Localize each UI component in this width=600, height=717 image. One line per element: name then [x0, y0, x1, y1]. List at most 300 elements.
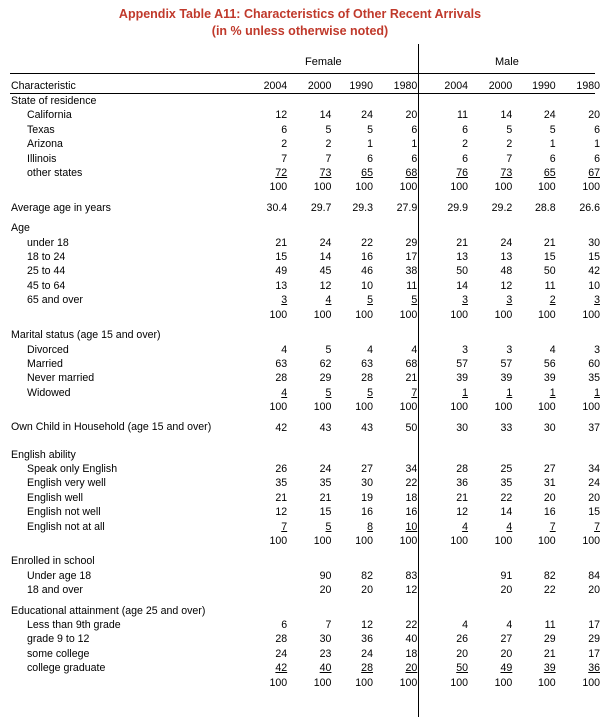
cell-value: 100: [355, 401, 373, 414]
value-cell: [373, 123, 417, 137]
cell-value: 82: [543, 569, 556, 582]
header-year: 1990: [532, 80, 556, 93]
cell-value: 10: [361, 279, 373, 292]
value-cell: [373, 661, 417, 675]
value-cell: [417, 462, 468, 476]
value-cell: [468, 264, 512, 278]
cell-value: 90: [319, 569, 332, 582]
value-cell: [512, 152, 555, 166]
section-row: [11, 554, 600, 568]
cell-value: 26.6: [579, 201, 600, 214]
cell-value: 29.7: [310, 201, 332, 214]
value-cell: [248, 462, 287, 476]
value-cell: [373, 604, 417, 618]
value-cell: [468, 661, 512, 675]
value-cell: [248, 520, 287, 534]
cell-value: 10: [588, 279, 600, 292]
value-cell: [417, 554, 468, 568]
value-cell: [331, 554, 373, 568]
value-cell: [331, 661, 373, 675]
table-row: [11, 632, 600, 646]
cell-value: 10: [405, 520, 418, 533]
value-cell: [417, 583, 468, 597]
cell-value: 35: [275, 477, 288, 490]
table-row: [11, 618, 600, 632]
row-label: English not at all: [27, 520, 105, 533]
cell-value: 27: [361, 462, 373, 475]
value-cell: [331, 476, 373, 490]
cell-value: 1: [549, 138, 556, 151]
cell-value: 7: [281, 520, 288, 533]
value-cell: [417, 505, 468, 519]
cell-value: 6: [367, 152, 373, 165]
value-cell: [248, 661, 287, 675]
header-year: 2004: [263, 80, 288, 93]
value-cell: [248, 293, 287, 307]
row-label: Divorced: [27, 343, 69, 356]
cell-value: 20: [405, 662, 418, 675]
cell-value: 34: [588, 462, 600, 475]
cell-value: 27: [543, 462, 556, 475]
value-cell: [248, 264, 287, 278]
cell-value: 12: [456, 506, 468, 519]
cell-value: 12: [319, 279, 332, 292]
value-cell: [468, 491, 512, 505]
value-cell: [373, 676, 417, 690]
cell-value: 20: [500, 584, 513, 597]
value-cell: [287, 94, 331, 108]
value-cell: [331, 676, 373, 690]
value-cell: [468, 343, 512, 357]
cell-value: 21: [456, 236, 468, 249]
value-cell: [248, 328, 287, 342]
cell-value: 42: [588, 265, 600, 278]
cell-value: 5: [325, 343, 332, 356]
cell-value: 65: [361, 167, 373, 180]
table-row: [11, 569, 600, 583]
value-cell: [417, 94, 468, 108]
cell-value: 49: [275, 265, 288, 278]
value-cell: [287, 661, 331, 675]
value-cell: [512, 604, 555, 618]
cell-value: 20: [319, 584, 332, 597]
cell-value: 30: [588, 236, 600, 249]
section-label: [11, 180, 248, 194]
value-cell: [331, 491, 373, 505]
cell-value: 21: [543, 236, 556, 249]
cell-value: 43: [361, 421, 373, 434]
value-cell: [468, 108, 512, 122]
value-cell: [468, 632, 512, 646]
row-label: 65 and over: [27, 294, 83, 307]
male-group-label: Male: [495, 56, 519, 68]
cell-value: 100: [313, 308, 332, 321]
section-row: [11, 448, 600, 462]
cell-value: 42: [275, 662, 288, 675]
value-cell: [512, 264, 555, 278]
value-cell: [373, 371, 417, 385]
section-row: [11, 604, 600, 618]
header-year: 2000: [488, 80, 513, 93]
cell-value: 4: [549, 343, 556, 356]
table-row: [11, 293, 600, 307]
value-cell: [468, 520, 512, 534]
value-cell: [556, 491, 600, 505]
cell-value: 25: [500, 462, 513, 475]
cell-value: 100: [399, 181, 418, 194]
row-label: Widowed: [27, 386, 71, 399]
value-cell: [287, 343, 331, 357]
cell-value: 26: [275, 462, 288, 475]
value-cell: [512, 476, 555, 490]
cell-value: 2: [281, 138, 288, 151]
value-cell: [556, 221, 600, 235]
cell-value: 17: [588, 647, 600, 660]
table-title: Appendix Table A11: Characteristics of Other Recent Arrivals: [118, 7, 482, 21]
cell-value: 11: [544, 619, 556, 631]
value-cell: [512, 108, 555, 122]
cell-value: 62: [319, 357, 332, 370]
value-cell: [417, 166, 468, 180]
value-cell: [373, 386, 417, 400]
cell-value: 16: [361, 506, 373, 519]
value-cell: [417, 618, 468, 632]
cell-value: 7: [325, 619, 332, 631]
value-cell: [556, 343, 600, 357]
cell-value: 68: [405, 357, 418, 370]
value-cell: [556, 400, 600, 414]
value-cell: [373, 264, 417, 278]
cell-value: 50: [456, 662, 468, 675]
value-cell: [556, 505, 600, 519]
value-cell: [417, 328, 468, 342]
cell-value: 21: [543, 647, 556, 660]
value-cell: [331, 166, 373, 180]
cell-value: 2: [506, 138, 513, 151]
value-cell: [287, 448, 331, 462]
value-cell: [287, 604, 331, 618]
section-label: [11, 400, 248, 414]
value-cell: [373, 236, 417, 250]
value-cell: [417, 491, 468, 505]
value-cell: [556, 462, 600, 476]
value-cell: [417, 520, 468, 534]
cell-value: 12: [500, 279, 513, 292]
value-cell: [248, 343, 287, 357]
value-cell: [248, 448, 287, 462]
value-cell: [287, 328, 331, 342]
cell-value: 20: [456, 647, 468, 660]
value-cell: [248, 618, 287, 632]
table-row: [11, 108, 600, 122]
value-cell: [468, 293, 512, 307]
cell-value: 36: [361, 633, 373, 646]
cell-value: 6: [549, 152, 556, 165]
value-cell: [373, 520, 417, 534]
value-cell: [556, 201, 600, 215]
value-cell: [417, 386, 468, 400]
value-cell: [556, 108, 600, 122]
value-cell: [468, 569, 512, 583]
cell-value: 5: [325, 520, 332, 533]
cell-value: 3: [594, 343, 600, 356]
value-cell: [287, 647, 331, 661]
value-cell: [373, 137, 417, 151]
value-cell: [248, 491, 287, 505]
value-cell: [417, 647, 468, 661]
value-cell: [248, 250, 287, 264]
characteristics-table: [11, 79, 600, 690]
value-cell: [373, 108, 417, 122]
cell-value: 43: [319, 421, 332, 434]
cell-value: 14: [319, 251, 332, 264]
value-cell: [556, 308, 600, 322]
cell-value: 100: [313, 181, 332, 194]
cell-value: 39: [543, 662, 556, 675]
cell-value: 18: [405, 491, 418, 504]
cell-value: 100: [537, 401, 556, 414]
cell-value: 30: [456, 421, 468, 434]
cell-value: 100: [269, 181, 288, 194]
value-cell: [468, 676, 512, 690]
value-cell: [556, 371, 600, 385]
table-row: [11, 343, 600, 357]
value-cell: [287, 180, 331, 194]
row-label: Under age 18: [27, 569, 92, 582]
table-row: [11, 386, 600, 400]
value-cell: [331, 137, 373, 151]
table-row: [11, 476, 600, 490]
value-cell: [287, 108, 331, 122]
value-cell: [373, 421, 417, 448]
value-cell: [556, 676, 600, 690]
value-cell: [417, 250, 468, 264]
value-cell: [248, 371, 287, 385]
cell-value: 5: [325, 123, 332, 136]
cell-value: 28: [361, 372, 373, 385]
value-cell: [556, 647, 600, 661]
cell-value: 57: [456, 357, 468, 370]
value-cell: [248, 221, 287, 235]
cell-value: 1: [462, 386, 468, 399]
cell-value: 100: [494, 401, 513, 414]
table-row: [11, 236, 600, 250]
cell-value: 24: [361, 109, 373, 122]
cell-value: 4: [325, 294, 332, 307]
cell-value: 50: [543, 265, 556, 278]
cell-value: 36: [456, 477, 468, 490]
cell-value: 17: [588, 619, 600, 631]
total-row: [11, 534, 600, 548]
cell-value: 26: [456, 633, 468, 646]
table-row: [11, 505, 600, 519]
table-row: [11, 583, 600, 597]
value-cell: [331, 462, 373, 476]
cell-value: 11: [457, 109, 468, 122]
table-row: [11, 462, 600, 476]
value-cell: [512, 661, 555, 675]
value-cell: [248, 505, 287, 519]
cell-value: 24: [588, 477, 600, 490]
cell-value: 21: [319, 491, 332, 504]
value-cell: [373, 534, 417, 548]
value-cell: [556, 166, 600, 180]
value-cell: [468, 279, 512, 293]
cell-value: 28: [361, 662, 373, 675]
value-cell: [468, 308, 512, 322]
cell-value: 24: [319, 236, 332, 249]
cell-value: 20: [405, 109, 418, 122]
value-cell: [556, 569, 600, 583]
value-cell: [287, 491, 331, 505]
cell-value: 7: [506, 152, 513, 165]
value-cell: [417, 371, 468, 385]
value-cell: [417, 676, 468, 690]
value-cell: [373, 328, 417, 342]
cell-value: 4: [281, 343, 288, 356]
cell-value: 6: [462, 123, 468, 136]
value-cell: [512, 357, 555, 371]
value-cell: [417, 293, 468, 307]
value-cell: [512, 569, 555, 583]
value-cell: [468, 201, 512, 215]
cell-value: 28: [275, 372, 288, 385]
cell-value: 7: [594, 520, 600, 533]
value-cell: [331, 152, 373, 166]
value-cell: [248, 676, 287, 690]
cell-value: 24: [361, 647, 373, 660]
table-row: [11, 264, 600, 278]
row-label: Arizona: [27, 138, 63, 151]
cell-value: 6: [594, 123, 600, 136]
cell-value: 1: [367, 138, 373, 151]
value-cell: [512, 583, 555, 597]
cell-value: 100: [537, 676, 556, 689]
value-cell: [331, 400, 373, 414]
cell-value: 63: [361, 357, 373, 370]
value-cell: [468, 421, 512, 448]
value-cell: [373, 250, 417, 264]
value-cell: [468, 328, 512, 342]
cell-value: 4: [367, 343, 373, 356]
cell-value: 30: [543, 421, 556, 434]
value-cell: [512, 166, 555, 180]
cell-value: 68: [405, 167, 418, 180]
cell-value: 24: [319, 462, 332, 475]
cell-value: 37: [588, 421, 600, 434]
value-cell: [331, 520, 373, 534]
cell-value: 4: [411, 343, 418, 356]
row-label: English not well: [27, 506, 101, 519]
value-cell: [287, 279, 331, 293]
value-cell: [331, 123, 373, 137]
value-cell: [373, 583, 417, 597]
value-cell: [373, 343, 417, 357]
cell-value: 28: [275, 633, 288, 646]
cell-value: 16: [405, 506, 418, 519]
value-cell: [248, 123, 287, 137]
total-row: [11, 180, 600, 194]
table-row: [11, 137, 600, 151]
value-cell: [248, 534, 287, 548]
value-cell: [556, 476, 600, 490]
value-cell: [248, 137, 287, 151]
value-cell: [373, 618, 417, 632]
value-cell: [287, 201, 331, 215]
value-cell: [468, 534, 512, 548]
cell-value: 22: [500, 491, 513, 504]
value-cell: [373, 400, 417, 414]
cell-value: 100: [537, 308, 556, 321]
cell-value: 14: [500, 109, 513, 122]
cell-value: 5: [506, 123, 513, 136]
value-cell: [373, 554, 417, 568]
value-cell: [417, 357, 468, 371]
row-label: Less than 9th grade: [27, 619, 121, 631]
value-cell: [373, 201, 417, 215]
value-cell: [287, 137, 331, 151]
value-cell: [417, 661, 468, 675]
cell-value: 13: [275, 279, 288, 292]
value-cell: [468, 583, 512, 597]
value-cell: [556, 152, 600, 166]
value-cell: [512, 236, 555, 250]
value-cell: [556, 583, 600, 597]
table-subtitle: (in % unless otherwise noted): [211, 24, 389, 38]
value-cell: [331, 505, 373, 519]
cell-value: 1: [506, 386, 513, 399]
cell-value: 22: [405, 477, 418, 490]
value-cell: [512, 400, 555, 414]
cell-value: 29.2: [491, 201, 513, 214]
cell-value: 29.3: [352, 201, 373, 214]
value-cell: [248, 201, 287, 215]
header-row: [11, 79, 600, 94]
value-cell: [556, 264, 600, 278]
cell-value: 100: [313, 676, 332, 689]
value-cell: [468, 476, 512, 490]
cell-value: 33: [500, 421, 513, 434]
table-row: [11, 279, 600, 293]
table-row: [11, 647, 600, 661]
cell-value: 100: [537, 534, 556, 547]
value-cell: [556, 250, 600, 264]
value-cell: [417, 534, 468, 548]
cell-value: 29.9: [447, 201, 468, 214]
value-cell: [468, 137, 512, 151]
value-cell: [468, 386, 512, 400]
cell-value: 48: [500, 265, 513, 278]
value-cell: [373, 491, 417, 505]
value-cell: [287, 534, 331, 548]
cell-value: 16: [543, 506, 556, 519]
cell-value: 40: [405, 633, 418, 646]
value-cell: [512, 293, 555, 307]
row-label: some college: [27, 647, 90, 660]
value-cell: [417, 180, 468, 194]
cell-value: 100: [450, 181, 468, 194]
cell-value: 100: [269, 401, 288, 414]
value-cell: [331, 279, 373, 293]
table-row: [11, 357, 600, 371]
value-cell: [512, 632, 555, 646]
row-label: Texas: [27, 123, 55, 136]
value-cell: [512, 647, 555, 661]
value-cell: [331, 647, 373, 661]
row-label: 25 to 44: [27, 265, 66, 278]
value-cell: [417, 604, 468, 618]
value-cell: [417, 308, 468, 322]
